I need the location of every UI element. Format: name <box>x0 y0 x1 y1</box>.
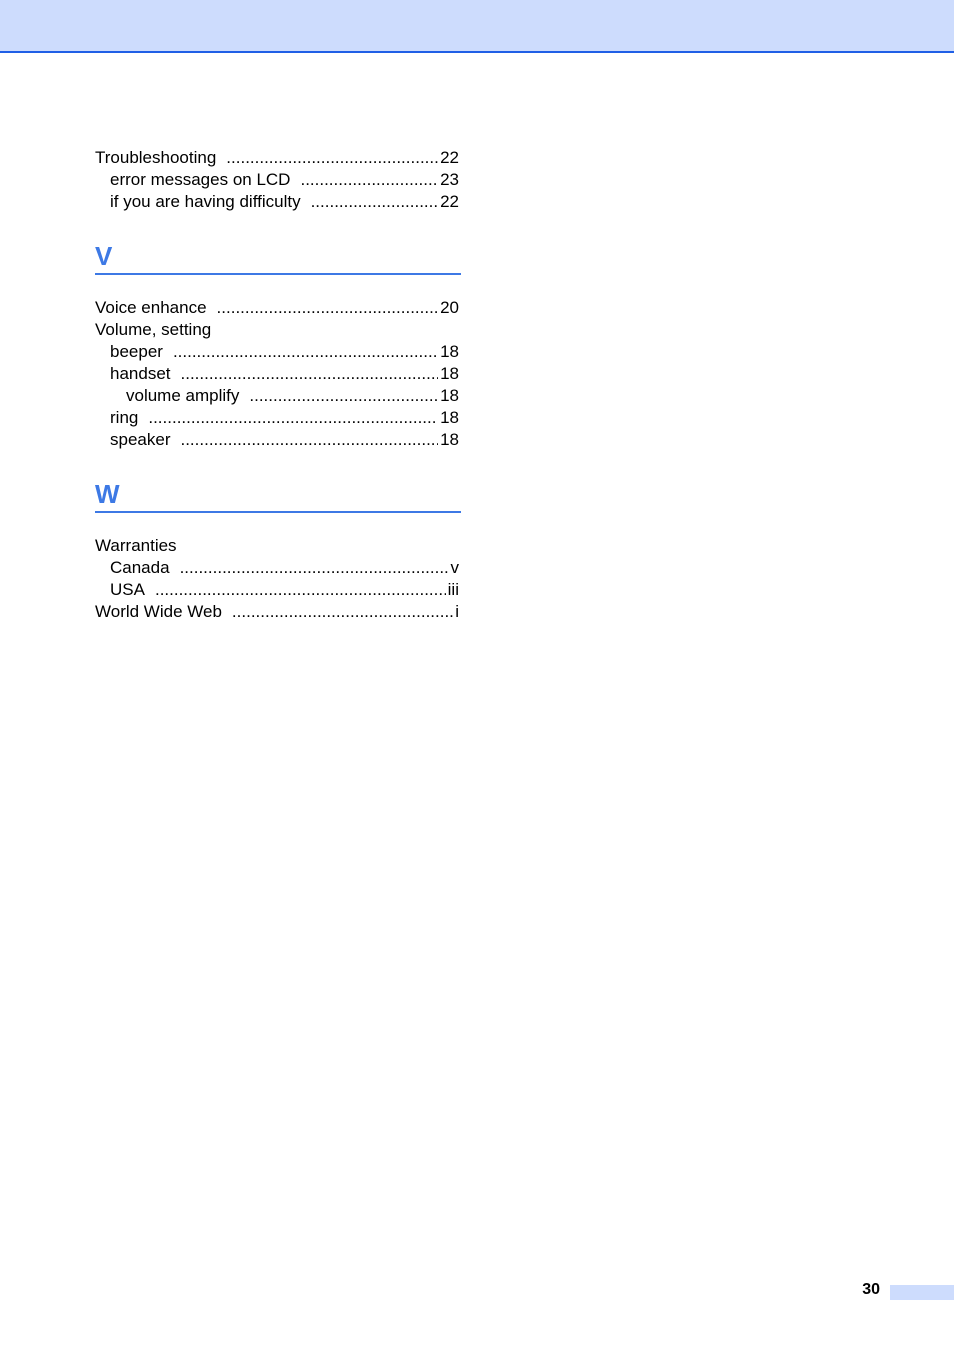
index-entry <box>95 535 459 557</box>
index-term: speaker <box>110 430 171 449</box>
index-entry <box>95 297 459 319</box>
dot-leader <box>155 579 446 601</box>
index-term: World Wide Web <box>95 602 222 621</box>
index-term: Troubleshooting <box>95 148 217 167</box>
index-subsubentry <box>95 385 459 407</box>
dot-leader <box>300 169 438 191</box>
index-page: 22 <box>440 192 459 211</box>
index-page: 20 <box>440 298 459 317</box>
page-number: 30 <box>862 1281 880 1298</box>
dot-leader <box>226 147 438 169</box>
dot-leader <box>181 363 439 385</box>
index-page: 18 <box>440 430 459 449</box>
index-term: Voice enhance <box>95 298 207 317</box>
dot-leader <box>311 191 439 213</box>
header-band <box>0 0 954 53</box>
index-term: Warranties <box>95 536 177 555</box>
index-term: if you are having difficulty <box>110 192 301 211</box>
index-column <box>95 147 459 623</box>
index-subentry <box>95 579 459 601</box>
index-entry <box>95 319 459 341</box>
index-page: 23 <box>440 170 459 189</box>
index-term: USA <box>110 580 145 599</box>
dot-leader <box>148 407 438 429</box>
section-heading-w <box>95 473 461 513</box>
index-page: 18 <box>440 342 459 361</box>
index-page: i <box>455 602 459 621</box>
index-entry <box>95 601 459 623</box>
dot-leader <box>180 429 438 451</box>
index-subentry <box>95 169 459 191</box>
section-heading-v <box>95 235 461 275</box>
index-term: error messages on LCD <box>110 170 291 189</box>
index-term: ring <box>110 408 139 427</box>
dot-leader <box>249 385 438 407</box>
dot-leader <box>180 557 449 579</box>
index-term: volume amplify <box>126 386 240 405</box>
index-entry <box>95 147 459 169</box>
index-page: 22 <box>440 148 459 167</box>
index-page: 18 <box>440 364 459 383</box>
index-term: Canada <box>110 558 170 577</box>
index-page: iii <box>447 580 459 599</box>
page-tab <box>890 1285 954 1300</box>
section-letter: W <box>95 479 120 509</box>
index-page: 18 <box>440 408 459 427</box>
dot-leader <box>217 297 439 319</box>
index-page: v <box>450 558 459 577</box>
index-subentry <box>95 407 459 429</box>
index-term: beeper <box>110 342 163 361</box>
index-term: handset <box>110 364 171 383</box>
index-subentry <box>95 363 459 385</box>
index-page: 18 <box>440 386 459 405</box>
index-subentry <box>95 557 459 579</box>
dot-leader <box>232 601 453 623</box>
index-subentry <box>95 341 459 363</box>
section-letter: V <box>95 241 113 271</box>
index-term: Volume, setting <box>95 320 212 339</box>
index-subentry <box>95 429 459 451</box>
dot-leader <box>173 341 438 363</box>
index-subentry <box>95 191 459 213</box>
